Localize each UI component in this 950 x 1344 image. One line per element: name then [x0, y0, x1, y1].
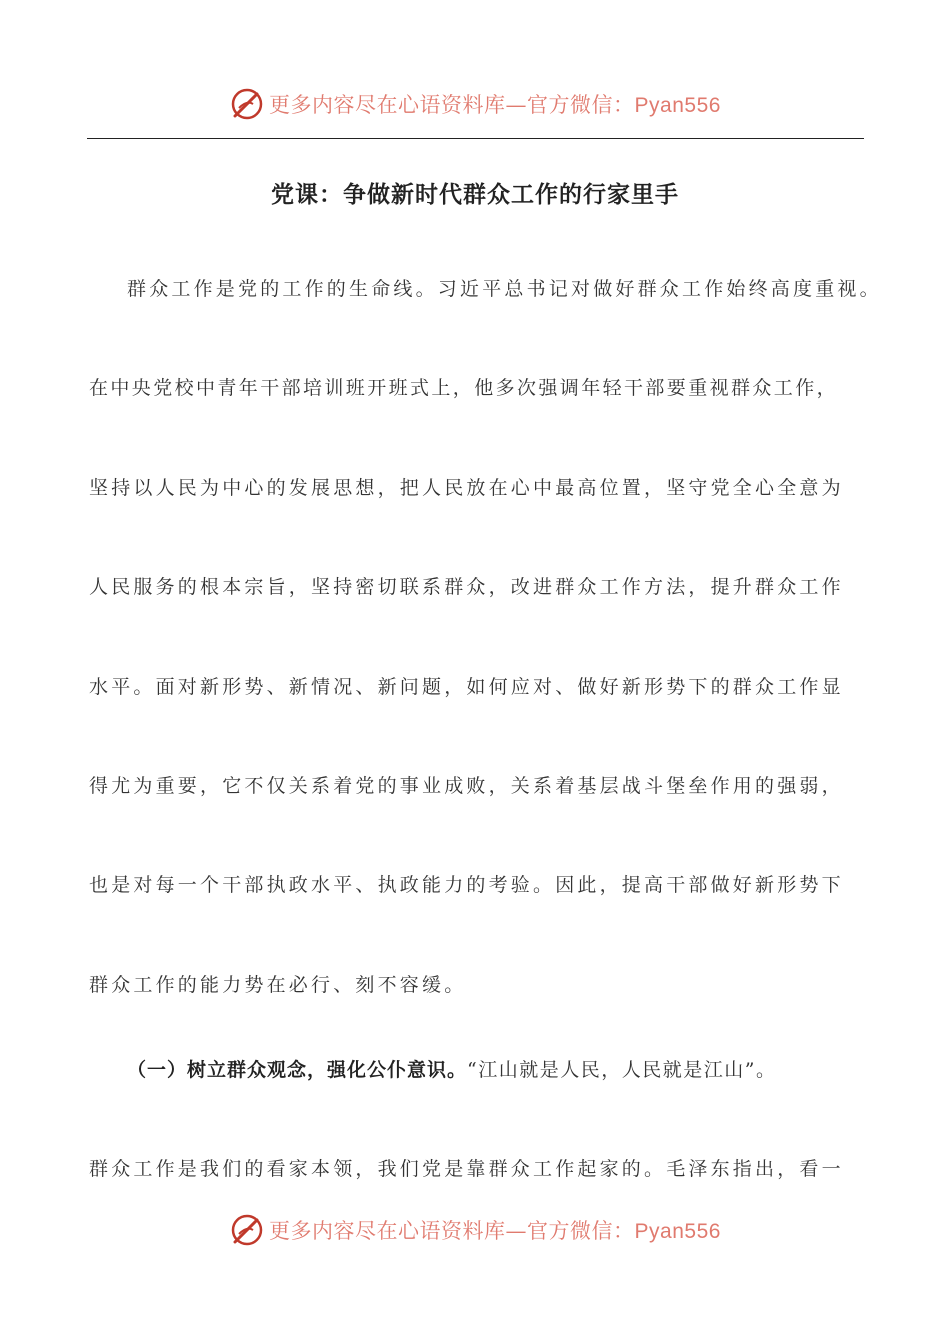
paragraph-line: 也是对每一个干部执政水平、执政能力的考验。因此，提高干部做好新形势下 [89, 874, 844, 896]
header-banner [0, 82, 950, 126]
paragraph-line: 群众工作是党的工作的生命线。习近平总书记对做好群众工作始终高度重视。 [127, 278, 882, 300]
wechat-id: Pyan556 [634, 1220, 721, 1243]
header-banner-text: 更多内容尽在心语资料库—官方微信：Pyan556 [269, 93, 721, 117]
pen-logo-icon [229, 1212, 265, 1248]
paragraph-line: 水平。面对新形势、新情况、新问题，如何应对、做好新形势下的群众工作显 [89, 676, 844, 698]
section-heading: （一）树立群众观念，强化公仆意识。 [127, 1059, 468, 1081]
document-title: 党课：争做新时代群众工作的行家里手 [271, 182, 679, 208]
paragraph-line: 群众工作是我们的看家本领，我们党是靠群众工作起家的。毛泽东指出，看一 [89, 1158, 844, 1180]
footer-banner [0, 1208, 950, 1252]
section-heading-line [127, 1055, 879, 1082]
section-quote: “江山就是人民，人民就是江山”。 [467, 1059, 777, 1081]
paragraph-line: 群众工作的能力势在必行、刻不容缓。 [89, 974, 467, 996]
wechat-id: Pyan556 [634, 94, 721, 117]
paragraph-line: 得尤为重要，它不仅关系着党的事业成败，关系着基层战斗堡垒作用的强弱， [89, 775, 844, 797]
pen-logo-icon [229, 86, 265, 122]
paragraph-line: 人民服务的根本宗旨，坚持密切联系群众，改进群众工作方法，提升群众工作 [89, 576, 844, 598]
paragraph-line: 坚持以人民为中心的发展思想，把人民放在心中最高位置，坚守党全心全意为 [89, 477, 844, 499]
header-rule [87, 138, 864, 139]
footer-banner-text: 更多内容尽在心语资料库—官方微信：Pyan556 [269, 1219, 721, 1243]
paragraph-line: 在中央党校中青年干部培训班开班式上，他多次强调年轻干部要重视群众工作， [89, 377, 839, 399]
